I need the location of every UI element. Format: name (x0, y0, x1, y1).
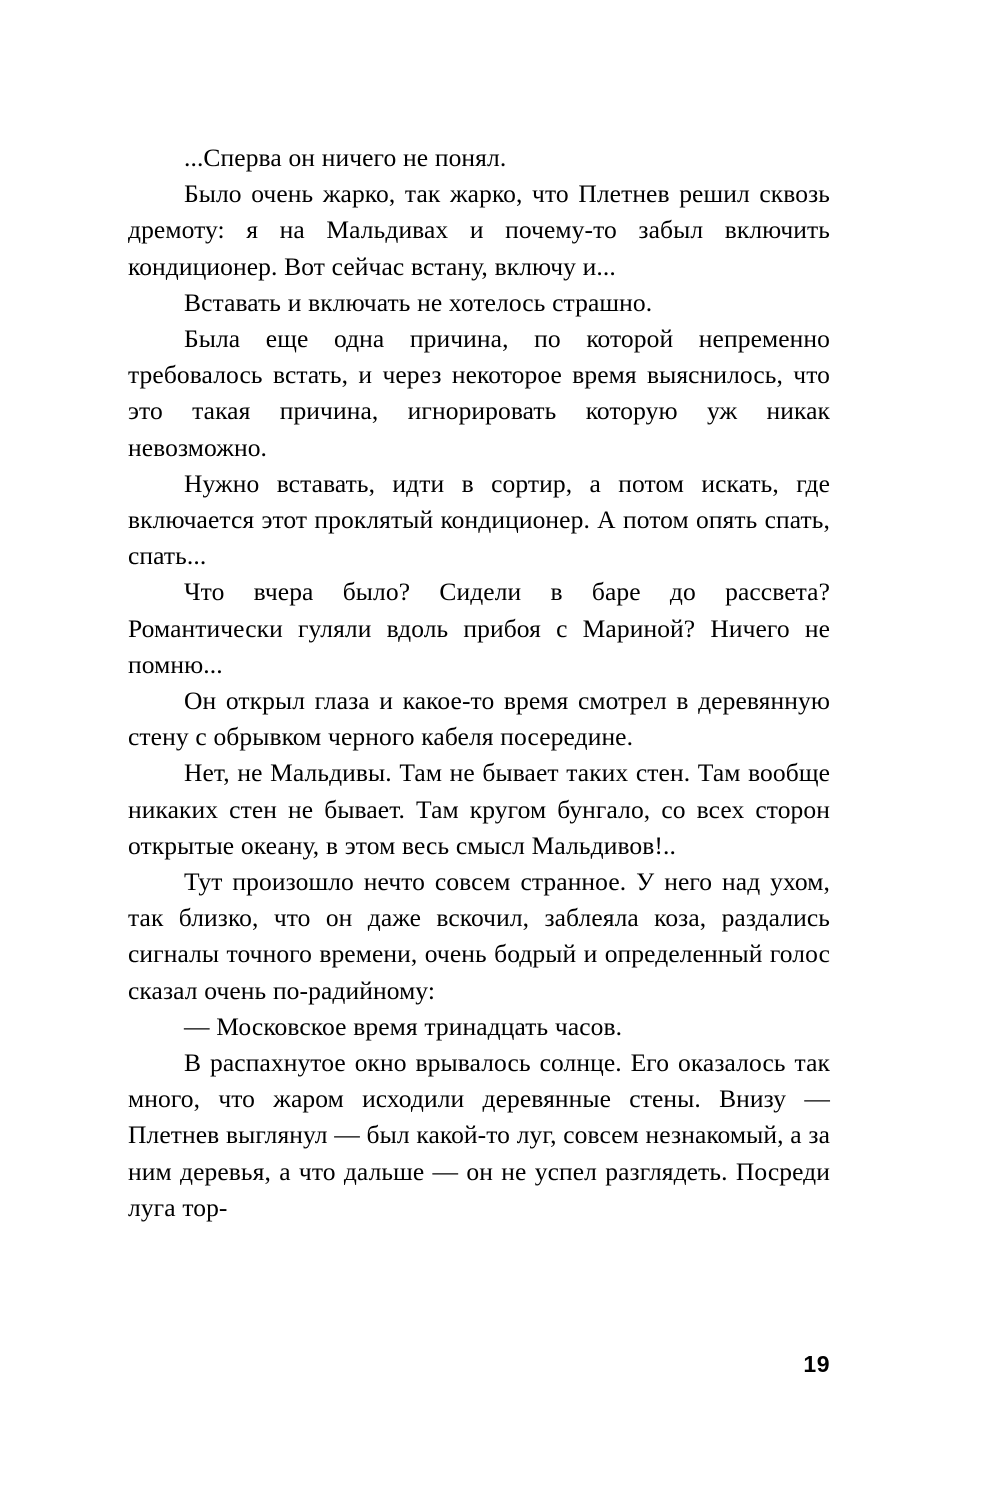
page-body-text (128, 140, 830, 1226)
paragraph: Тут произошло нечто совсем странное. У него над ухом, так близко, что он даже вскочил, заблеяла коза, раздались сигналы точного времени, очень бодрый и определенный голос сказал очень по-радийному: (128, 867, 830, 1005)
paragraph: Он открыл глаза и какое-то время смотрел в деревянную стену с обрывком черного кабеля посередине. (128, 686, 830, 752)
paragraph: Была еще одна причина, по которой непременно требовалось встать, и через некоторое время выяснилось, что это такая причина, игнорировать которую уж никак невозможно. (128, 324, 830, 462)
paragraph: Что вчера было? Сидели в баре до рассвета? Романтически гуляли вдоль прибоя с Мариной? Ничего не помню... (128, 577, 830, 679)
paragraph: Нужно вставать, идти в сортир, а потом искать, где включается этот проклятый кондиционер. А потом опять спать, спать... (128, 468, 830, 571)
paragraph: Вставать и включать не хотелось страшно. (184, 287, 653, 317)
paragraph: В распахнутое окно врывалось солнце. Его оказалось так много, что жаром исходили деревянные стены. Внизу — Плетнев выглянул — был какой-то луг, совсем незнакомый, а за ним деревья, а что дальше — он не успел разглядеть. Посреди луга тор- (128, 1048, 830, 1222)
paragraph: Было очень жарко, так жарко, что Плетнев решил сквозь дремоту: я на Мальдивах и почему-то забыл включить кондиционер. Вот сейчас встану, включу и... (128, 179, 830, 281)
page-number: 19 (803, 1351, 830, 1377)
paragraph: Нет, не Мальдивы. Там не бывает таких стен. Там вообще никаких стен не бывает. Там кругом бунгало, со всех сторон открытые океану, в этом весь смысл Мальдивов!.. (128, 758, 830, 860)
paragraph: — Московское время тринадцать часов. (184, 1011, 623, 1041)
paragraph: ...Сперва он ничего не понял. (184, 143, 507, 172)
